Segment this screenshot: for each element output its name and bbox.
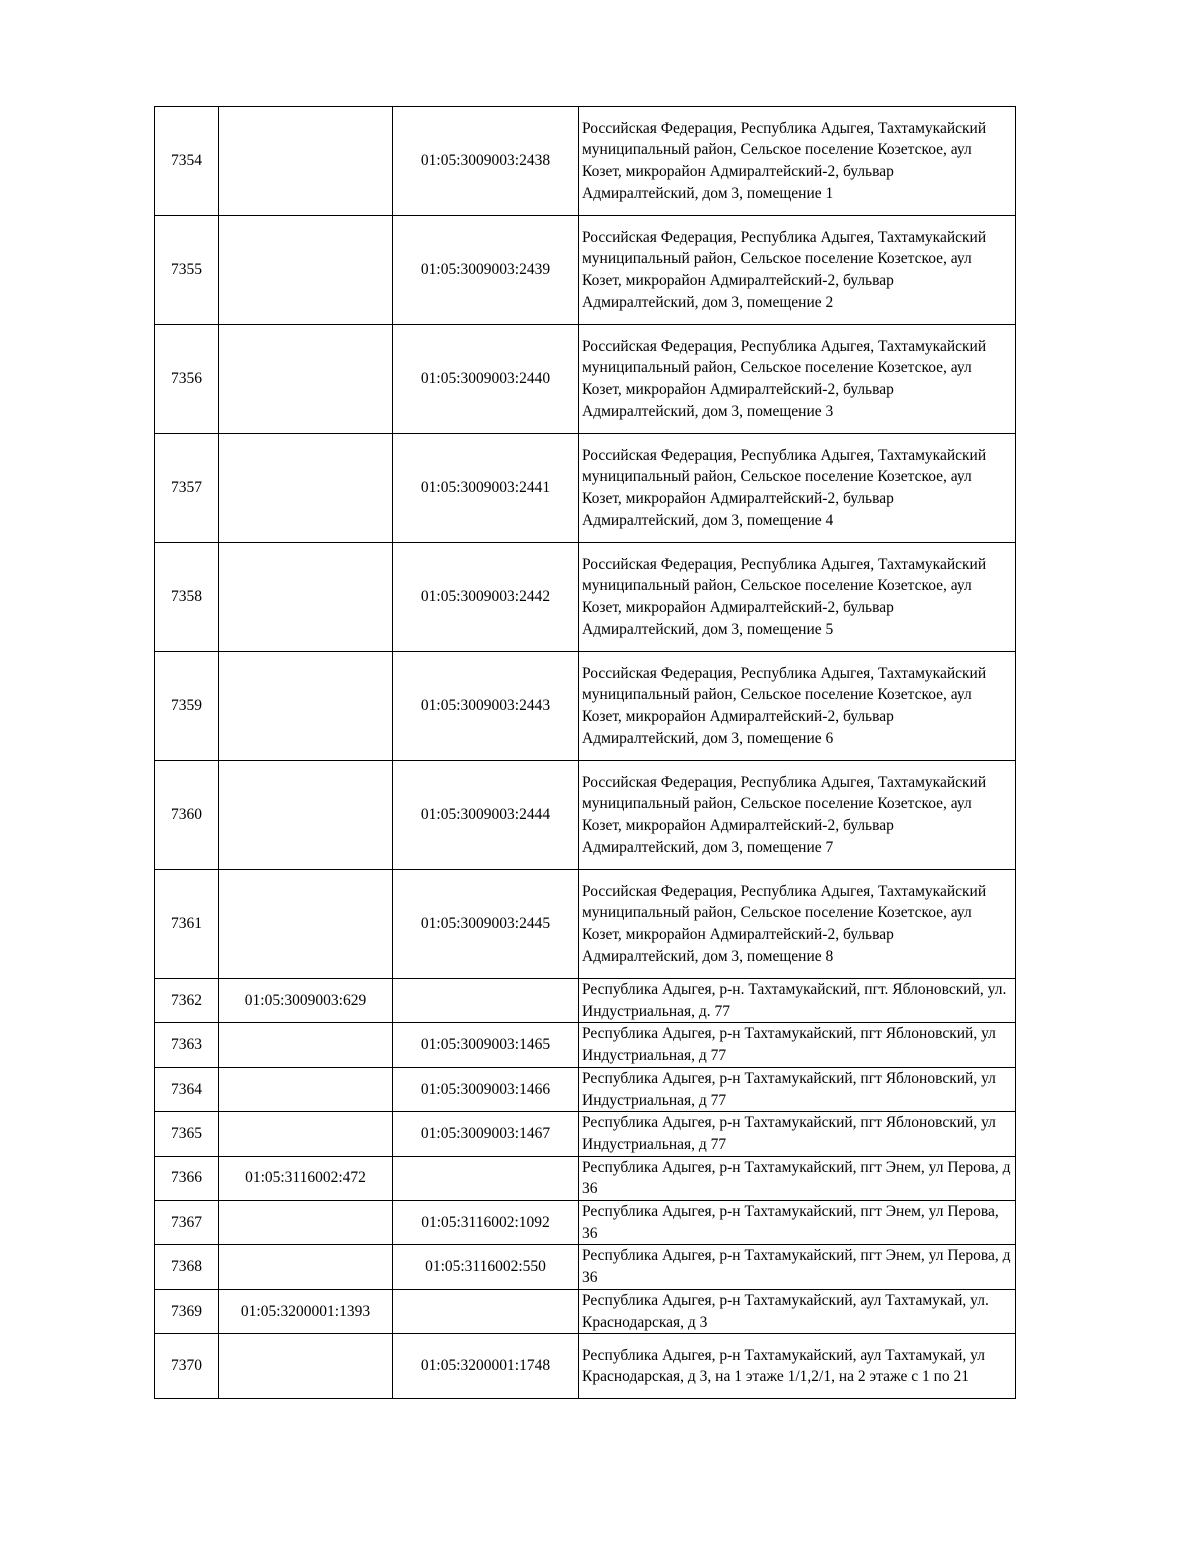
address: Российская Федерация, Республика Адыгея, Тахтамукайский муниципальный район, Сельское поселение Козетское, аул Козет, микрорайон Адмиралтейский-2, бульвар Адмиралтейский, дом 3, помещение 8 <box>579 870 1016 979</box>
address: Республика Адыгея, р-н Тахтамукайский, аул Тахтамукай, ул. Краснодарская, д 3 <box>579 1289 1016 1333</box>
table-row <box>155 1067 1016 1111</box>
parcel-cadastral-number: 01:05:3200001:1393 <box>219 1289 393 1333</box>
row-number: 7369 <box>155 1289 219 1333</box>
row-number: 7357 <box>155 434 219 543</box>
row-number: 7363 <box>155 1023 219 1067</box>
parcel-cadastral-number <box>219 1245 393 1289</box>
parcel-cadastral-number <box>219 1067 393 1111</box>
object-cadastral-number <box>393 979 579 1023</box>
address: Республика Адыгея, р-н. Тахтамукайский, пгт. Яблоновский, ул. Индустриальная, д. 77 <box>579 979 1016 1023</box>
table-row <box>155 1023 1016 1067</box>
table-row <box>155 870 1016 979</box>
table-row <box>155 434 1016 543</box>
object-cadastral-number: 01:05:3009003:1466 <box>393 1067 579 1111</box>
parcel-cadastral-number <box>219 434 393 543</box>
address: Республика Адыгея, р-н Тахтамукайский, пгт Энем, ул Перова, д 36 <box>579 1156 1016 1200</box>
parcel-cadastral-number <box>219 1023 393 1067</box>
row-number: 7358 <box>155 543 219 652</box>
address: Российская Федерация, Республика Адыгея, Тахтамукайский муниципальный район, Сельское поселение Козетское, аул Козет, микрорайон Адмиралтейский-2, бульвар Адмиралтейский, дом 3, помещение 5 <box>579 543 1016 652</box>
parcel-cadastral-number <box>219 1112 393 1156</box>
row-number: 7355 <box>155 216 219 325</box>
address: Республика Адыгея, р-н Тахтамукайский, пгт Яблоновский, ул Индустриальная, д 77 <box>579 1112 1016 1156</box>
row-number: 7354 <box>155 107 219 216</box>
parcel-cadastral-number <box>219 1334 393 1399</box>
address: Российская Федерация, Республика Адыгея, Тахтамукайский муниципальный район, Сельское поселение Козетское, аул Козет, микрорайон Адмиралтейский-2, бульвар Адмиралтейский, дом 3, помещение 3 <box>579 325 1016 434</box>
address: Российская Федерация, Республика Адыгея, Тахтамукайский муниципальный район, Сельское поселение Козетское, аул Козет, микрорайон Адмиралтейский-2, бульвар Адмиралтейский, дом 3, помещение 6 <box>579 652 1016 761</box>
parcel-cadastral-number <box>219 543 393 652</box>
table-row <box>155 543 1016 652</box>
row-number: 7359 <box>155 652 219 761</box>
row-number: 7362 <box>155 979 219 1023</box>
parcel-cadastral-number <box>219 325 393 434</box>
parcel-cadastral-number <box>219 1201 393 1245</box>
row-number: 7356 <box>155 325 219 434</box>
object-cadastral-number: 01:05:3200001:1748 <box>393 1334 579 1399</box>
table-row <box>155 1334 1016 1399</box>
parcel-cadastral-number <box>219 107 393 216</box>
address: Республика Адыгея, р-н Тахтамукайский, пгт Энем, ул Перова, д 36 <box>579 1245 1016 1289</box>
table-row <box>155 761 1016 870</box>
row-number: 7367 <box>155 1201 219 1245</box>
object-cadastral-number: 01:05:3009003:2444 <box>393 761 579 870</box>
table-row <box>155 1201 1016 1245</box>
parcel-cadastral-number: 01:05:3116002:472 <box>219 1156 393 1200</box>
table-row <box>155 1289 1016 1333</box>
object-cadastral-number: 01:05:3009003:1465 <box>393 1023 579 1067</box>
table-row <box>155 1156 1016 1200</box>
object-cadastral-number: 01:05:3009003:2438 <box>393 107 579 216</box>
address: Российская Федерация, Республика Адыгея, Тахтамукайский муниципальный район, Сельское поселение Козетское, аул Козет, микрорайон Адмиралтейский-2, бульвар Адмиралтейский, дом 3, помещение 1 <box>579 107 1016 216</box>
row-number: 7366 <box>155 1156 219 1200</box>
object-cadastral-number: 01:05:3116002:1092 <box>393 1201 579 1245</box>
row-number: 7360 <box>155 761 219 870</box>
row-number: 7361 <box>155 870 219 979</box>
parcel-cadastral-number <box>219 761 393 870</box>
row-number: 7365 <box>155 1112 219 1156</box>
address: Республика Адыгея, р-н Тахтамукайский, пгт Яблоновский, ул Индустриальная, д 77 <box>579 1023 1016 1067</box>
row-number: 7364 <box>155 1067 219 1111</box>
address: Республика Адыгея, р-н Тахтамукайский, аул Тахтамукай, ул Краснодарская, д 3, на 1 этаже 1/1,2/1, на 2 этаже с 1 по 21 <box>579 1334 1016 1399</box>
cadastral-table <box>154 106 1016 1399</box>
parcel-cadastral-number <box>219 216 393 325</box>
address: Российская Федерация, Республика Адыгея, Тахтамукайский муниципальный район, Сельское поселение Козетское, аул Козет, микрорайон Адмиралтейский-2, бульвар Адмиралтейский, дом 3, помещение 2 <box>579 216 1016 325</box>
parcel-cadastral-number <box>219 652 393 761</box>
row-number: 7370 <box>155 1334 219 1399</box>
object-cadastral-number: 01:05:3009003:2443 <box>393 652 579 761</box>
parcel-cadastral-number <box>219 870 393 979</box>
object-cadastral-number: 01:05:3009003:2445 <box>393 870 579 979</box>
address: Республика Адыгея, р-н Тахтамукайский, пгт Энем, ул Перова, 36 <box>579 1201 1016 1245</box>
object-cadastral-number: 01:05:3009003:2441 <box>393 434 579 543</box>
table-row <box>155 652 1016 761</box>
row-number: 7368 <box>155 1245 219 1289</box>
object-cadastral-number: 01:05:3009003:1467 <box>393 1112 579 1156</box>
object-cadastral-number: 01:05:3009003:2440 <box>393 325 579 434</box>
object-cadastral-number: 01:05:3116002:550 <box>393 1245 579 1289</box>
table-row <box>155 1245 1016 1289</box>
table-row <box>155 325 1016 434</box>
object-cadastral-number <box>393 1289 579 1333</box>
table-row <box>155 107 1016 216</box>
table-row <box>155 1112 1016 1156</box>
table-row <box>155 979 1016 1023</box>
address: Республика Адыгея, р-н Тахтамукайский, пгт Яблоновский, ул Индустриальная, д 77 <box>579 1067 1016 1111</box>
object-cadastral-number: 01:05:3009003:2439 <box>393 216 579 325</box>
object-cadastral-number <box>393 1156 579 1200</box>
address: Российская Федерация, Республика Адыгея, Тахтамукайский муниципальный район, Сельское поселение Козетское, аул Козет, микрорайон Адмиралтейский-2, бульвар Адмиралтейский, дом 3, помещение 7 <box>579 761 1016 870</box>
table-row <box>155 216 1016 325</box>
address: Российская Федерация, Республика Адыгея, Тахтамукайский муниципальный район, Сельское поселение Козетское, аул Козет, микрорайон Адмиралтейский-2, бульвар Адмиралтейский, дом 3, помещение 4 <box>579 434 1016 543</box>
parcel-cadastral-number: 01:05:3009003:629 <box>219 979 393 1023</box>
object-cadastral-number: 01:05:3009003:2442 <box>393 543 579 652</box>
